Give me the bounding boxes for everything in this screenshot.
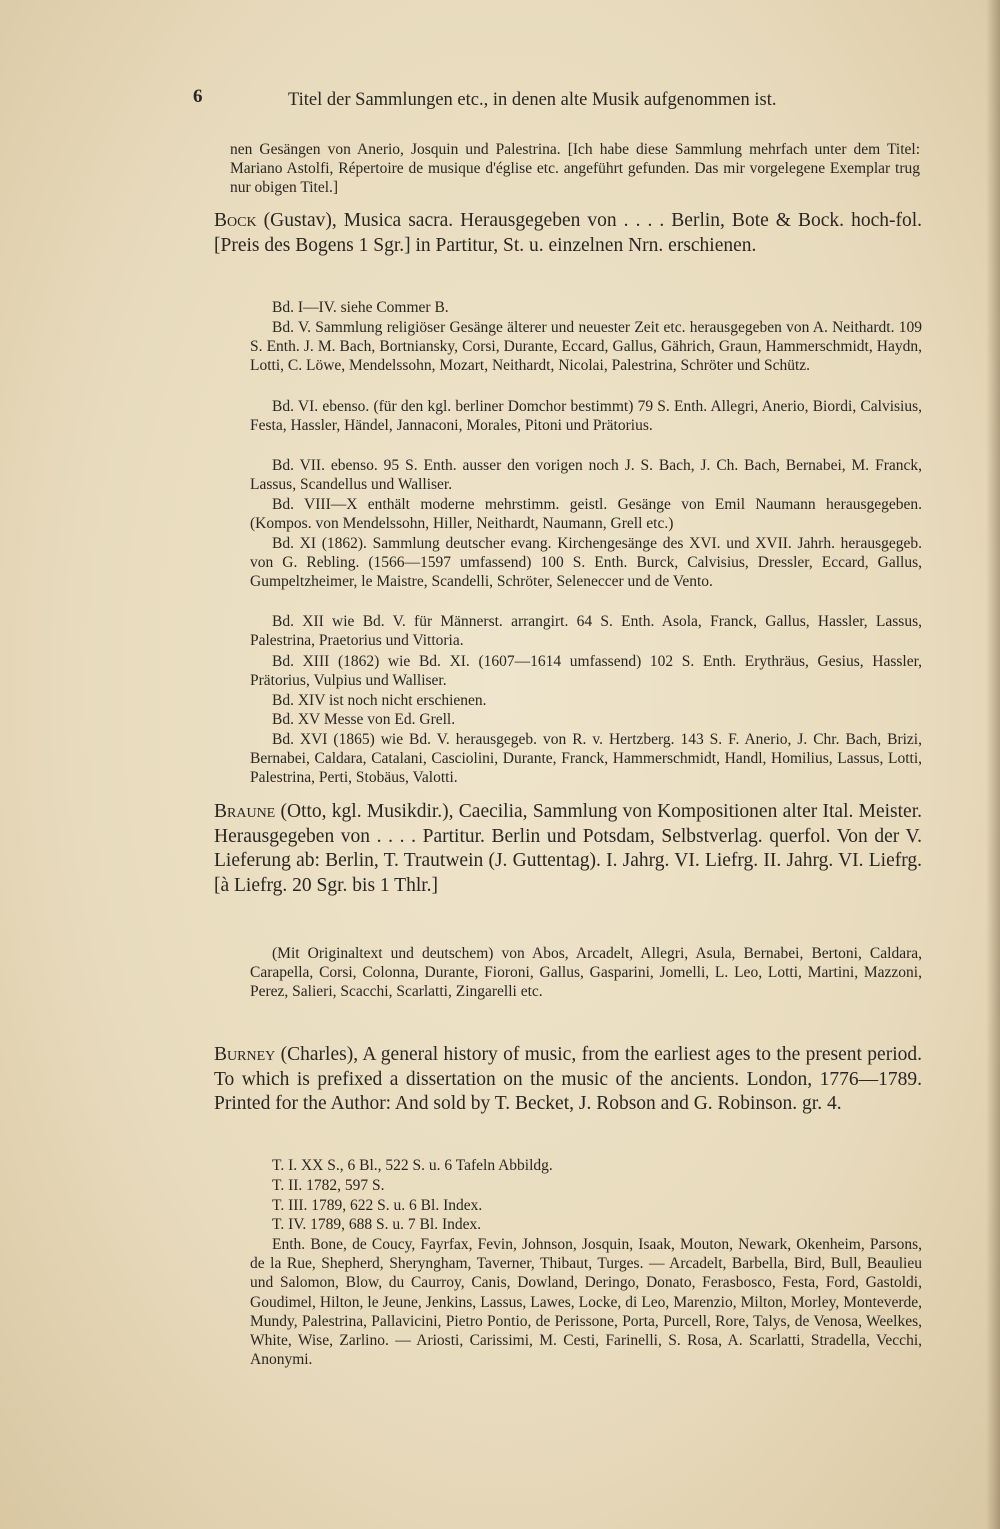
- entry-braune-title: (Otto, kgl. Musikdir.), Caecilia, Sammlung von Kompositionen alter Ital. Meister. Herausgegeben von . . . . Partitur. Berlin und Potsdam, Selbstverlag. querfol. Von der V. Lieferung ab: Berlin, T. Trautwein (J. Guttentag). I. Jahrg. VI. Liefrg. II. Jahrg. VI. Liefrg. [à Liefrg. 20 Sgr. bis 1 Thlr.]: [214, 801, 922, 896]
- entry-burney-contents: Enth. Bone, de Coucy, Fayrfax, Fevin, Johnson, Josquin, Isaak, Mouton, Newark, Okenheim, Parsons, de la Rue, Shepherd, Sheryngham, Taverner, Thibaut, Turges. — Arcadelt, Barbella, Bird, Bull, Beaulieu und Salomon, Blow, du Caurroy, Canis, Dowland, Deringo, Donato, Ferasbosco, Festa, Ford, Gastoldi, Goudimel, Hilton, le Jeune, Jenkins, Lassus, Lawes, Locke, di Leo, Marenzio, Milton, Morley, Monteverde, Mundy, Palestrina, Pallavicini, Pietro Pontio, de Perissone, Porta, Purcell, Rore, Talys, de Venosa, Weelkes, White, Wise, Zarlino. — Ariosti, Carissimi, M. Cesti, Farinelli, S. Rosa, A. Scarlatti, Stradella, Vecchi, Anonymi.: [250, 1236, 922, 1369]
- list-item: Bd. XI (1862). Sammlung deutscher evang. Kirchengesänge des XVI. und XVII. Jahrh. herausgegeb. von G. Rebling. (1566—1597 umfassend) 100 S. Enth. Burck, Calvisius, Dressler, Eccard, Gallus, Gumpeltzheimer, le Maistre, Scandelli, Schröter, Seleneccer und de Vento.: [250, 535, 922, 591]
- entry-bock-title: (Gustav), Musica sacra. Herausgegeben von . . . . Berlin, Bote & Bock. hoch-fol. [Preis des Bogens 1 Sgr.] in Partitur, St. u. einzelnen Nrn. erschienen.: [214, 210, 923, 256]
- list-item: Bd. VI. ebenso. (für den kgl. berliner Domchor bestimmt) 79 S. Enth. Allegri, Anerio, Biordi, Calvisius, Festa, Hassler, Händel, Jannaconi, Morales, Pitoni und Prätorius.: [250, 398, 922, 435]
- list-item: T. I. XX S., 6 Bl., 522 S. u. 6 Tafeln Abbildg.: [272, 1157, 553, 1174]
- running-title: Titel der Sammlungen etc., in denen alte Musik aufgenommen ist.: [288, 90, 777, 110]
- page-number: 6: [193, 86, 203, 107]
- entry-braune: [214, 800, 922, 898]
- list-item: Bd. XV Messe von Ed. Grell.: [272, 711, 456, 728]
- entry-bock-name: Bock: [214, 210, 257, 231]
- list-item: Bd. I—IV. siehe Commer B.: [272, 299, 449, 316]
- entry-burney-title: (Charles), A general history of music, from the earliest ages to the present period. To which is prefixed a dissertation on the music of the ancients. London, 1776—1789. Printed for the Author: And sold by T. Becket, J. Robson and G. Robinson. gr. 4.: [214, 1044, 923, 1114]
- entry-braune-name: Braune: [214, 801, 276, 822]
- list-item: Bd. VII. ebenso. 95 S. Enth. ausser den vorigen noch J. S. Bach, J. Ch. Bach, Bernabei, M. Franck, Lassus, Scandellus und Walliser.: [250, 457, 922, 494]
- page-edge-shadow: [986, 0, 1000, 1529]
- entry-braune-note: (Mit Originaltext und deutschem) von Abos, Arcadelt, Allegri, Asula, Bernabei, Bertoni, Caldara, Carapella, Corsi, Colonna, Durante, Fioroni, Gallus, Gasparini, Jomelli, L. Leo, Lotti, Martini, Mazzoni, Perez, Salieri, Scacchi, Scarlatti, Zingarelli etc.: [250, 945, 922, 1001]
- list-item: Bd. XVI (1865) wie Bd. V. herausgegeb. von R. v. Hertzberg. 143 S. F. Anerio, J. Chr. Bach, Brizi, Bernabei, Caldara, Catalani, Casciolini, Durante, Franck, Hammerschmidt, Handl, Homilius, Lassus, Lotti, Palestrina, Perti, Stobäus, Valotti.: [250, 731, 922, 787]
- list-item: Bd. V. Sammlung religiöser Gesänge älterer und neuester Zeit etc. herausgegeben von A. Neithardt. 109 S. Enth. J. M. Bach, Bortniansky, Corsi, Durante, Eccard, Gallus, Gährich, Graun, Hammerschmidt, Haydn, Lotti, C. Löwe, Mendelssohn, Mozart, Neithardt, Nicolai, Palestrina, Schröter und Schütz.: [250, 319, 922, 375]
- list-item: T. II. 1782, 597 S.: [272, 1177, 385, 1194]
- list-item: Bd. XIII (1862) wie Bd. XI. (1607—1614 umfassend) 102 S. Enth. Erythräus, Gesius, Hassler, Prätorius, Vulpius und Walliser.: [250, 653, 922, 690]
- intro-paragraph: nen Gesängen von Anerio, Josquin und Palestrina. [Ich habe diese Sammlung mehrfach unter dem Titel: Mariano Astolfi, Répertoire de musique d'église etc. angeführt gefunden. Das mir vorgelegene Exemplar trug nur obigen Titel.]: [230, 141, 920, 197]
- entry-burney-name: Burney: [214, 1044, 276, 1065]
- list-item: Bd. XIV ist noch nicht erschienen.: [272, 692, 487, 709]
- list-item: Bd. VIII—X enthält moderne mehrstimm. geistl. Gesänge von Emil Naumann herausgegeben. (Kompos. von Mendelssohn, Hiller, Neithardt, Naumann, Grell etc.): [250, 496, 922, 533]
- entry-bock: [214, 209, 922, 258]
- list-item: Bd. XII wie Bd. V. für Männerst. arrangirt. 64 S. Enth. Asola, Franck, Gallus, Hassler, Lassus, Palestrina, Praetorius und Vittoria.: [250, 613, 922, 650]
- entry-burney: [214, 1043, 922, 1117]
- list-item: T. IV. 1789, 688 S. u. 7 Bl. Index.: [272, 1216, 482, 1233]
- list-item: T. III. 1789, 622 S. u. 6 Bl. Index.: [272, 1197, 483, 1214]
